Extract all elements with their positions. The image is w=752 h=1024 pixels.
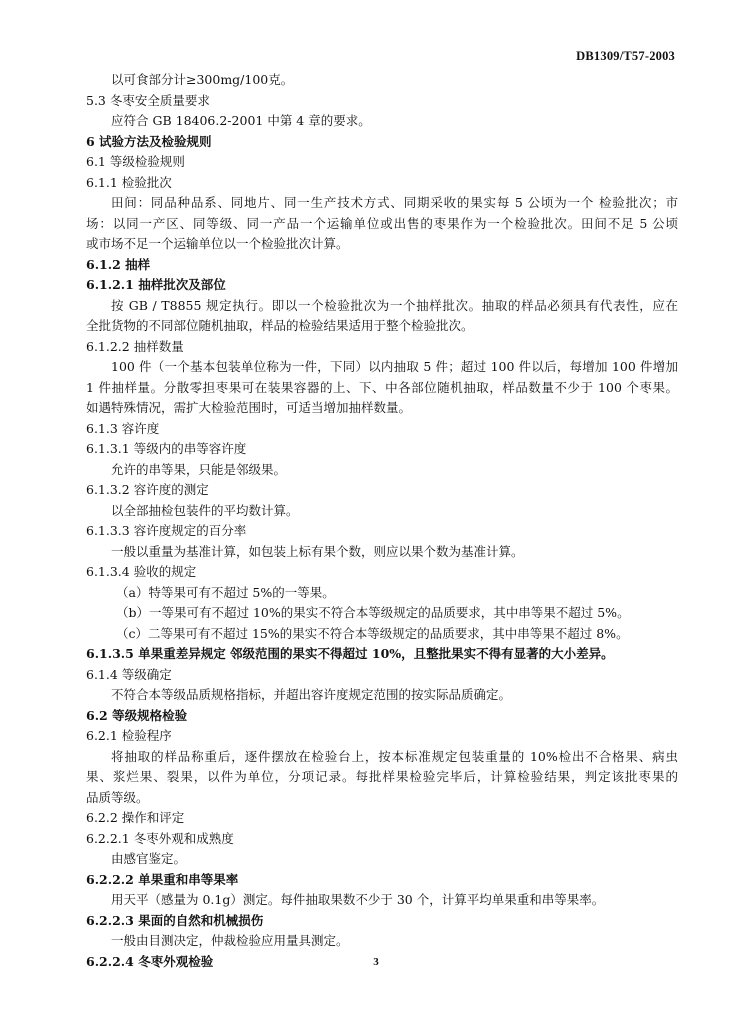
paragraph-line: 场：以同一产区、同等级、同一产品一个运输单位或出售的枣果作为一个检验批次。田间不足 5 公顷 [86,215,678,231]
list-item: （b）一等果可有不超过 10%的果实不符合本等级规定的品质要求，其中串等果不超过 5%。 [116,605,630,620]
section-heading: 6.1.3.4 验收的规定 [86,564,197,579]
section-heading: 6.2.2.3 果面的自然和机械损伤 [86,912,264,928]
section-heading: 6.1.3.1 等级内的串等容许度 [86,441,247,456]
paragraph-line: 或市场不足一个运输单位以一个检验批次计算。 [86,236,349,251]
section-heading: 6 试验方法及检验规则 [86,133,212,149]
section-heading: 6.1 等级检验规则 [86,154,185,169]
paragraph-line: 不符合本等级品质规格指标，并超出容许度规定范围的按实际品质确定。 [111,687,512,702]
body-text [86,70,678,972]
list-item: （c）二等果可有不超过 15%的果实不符合本等级规定的品质要求，其中串等果不超过 8%。 [116,625,629,641]
section-heading: 5.3 冬枣安全质量要求 [86,92,210,108]
paragraph-line: 允许的串等果，只能是邻级果。 [111,461,287,477]
paragraph-line: 100 件（一个基本包装单位称为一件，下同）以内抽取 5 件；超过 100 件以后，每增加 100 件增加 [111,359,678,374]
paragraph-line: 1 件抽样量。分散零担枣果可在装果容器的上、下、中各部位随机抽取，样品数量不少于 100 个枣果。 [86,379,678,395]
section-heading: 6.1.2 抽样 [86,256,151,272]
paragraph-line: 按 GB / T8855 规定执行。即以一个检验批次为一个抽样批次。抽取的样品必须具有代表性，应在 [111,297,678,313]
section-heading: 6.1.4 等级确定 [86,666,172,682]
paragraph-line: 以全部抽检包装件的平均数计算。 [111,502,299,518]
section-heading: 6.1.1 检验批次 [86,174,172,190]
paragraph-line: 品质等级。 [86,789,149,805]
paragraph-line: 果、浆烂果、裂果，以件为单位，分项记录。每批样果检验完毕后，计算检验结果，判定该批枣果的 [86,769,678,784]
paragraph-line: 一般以重量为基准计算，如包装上标有果个数，则应以果个数为基准计算。 [111,543,524,559]
paragraph-line: 应符合 GB 18406.2-2001 中第 4 章的要求。 [111,113,371,128]
section-heading: 6.1.3.5 单果重差异规定 邻级范围的果实不得超过 10%，且整批果实不得有显著的大小差异。 [86,646,614,661]
section-heading: 6.2 等级规格检验 [86,707,188,723]
paragraph-line: 一般由目测决定，仲裁检验应用量具测定。 [111,933,349,948]
section-heading: 6.1.3.2 容许度的测定 [86,482,209,497]
paragraph-line: 如遇特殊情况，需扩大检验范围时，可适当增加抽样数量。 [86,400,412,415]
page-number: 3 [373,956,379,968]
section-heading: 6.2.2 操作和评定 [86,810,185,825]
paragraph-line: 全批货物的不同部位随机抽取，样品的检验结果适用于整个检验批次。 [86,318,474,333]
section-heading: 6.1.2.1 抽样批次及部位 [86,277,226,292]
paragraph-line: 将抽取的样品称重后，逐件摆放在检验台上，按本标准规定包装重量的 10%检出不合格果、病虫 [111,748,678,764]
paragraph-line: 以可食部分计≥300mg/100克。 [111,72,294,87]
standard-code: DB1309/T57-2003 [576,49,675,63]
section-heading: 6.2.1 检验程序 [86,728,172,743]
section-heading: 6.1.2.2 抽样数量 [86,338,184,354]
paragraph-line: 田间：同品种品系、同地片、同一生产技术方式、同期采收的果实每 5 公顷为一个 检验批次；市 [111,195,678,210]
paragraph-line: 用天平（感量为 0.1g）测定。每件抽取果数不少于 30 个，计算平均单果重和串等果率。 [111,892,605,907]
section-heading: 6.2.2.4 冬枣外观检验 [86,953,214,969]
section-heading: 6.1.3.3 容许度规定的百分率 [86,523,247,538]
section-heading: 6.2.2.1 冬枣外观和成熟度 [86,830,234,846]
section-heading: 6.1.3 容许度 [86,420,160,436]
list-item: （a）特等果可有不超过 5%的一等果。 [116,584,335,600]
section-heading: 6.2.2.2 单果重和串等果率 [86,871,239,887]
paragraph-line: 由感官鉴定。 [111,851,187,866]
